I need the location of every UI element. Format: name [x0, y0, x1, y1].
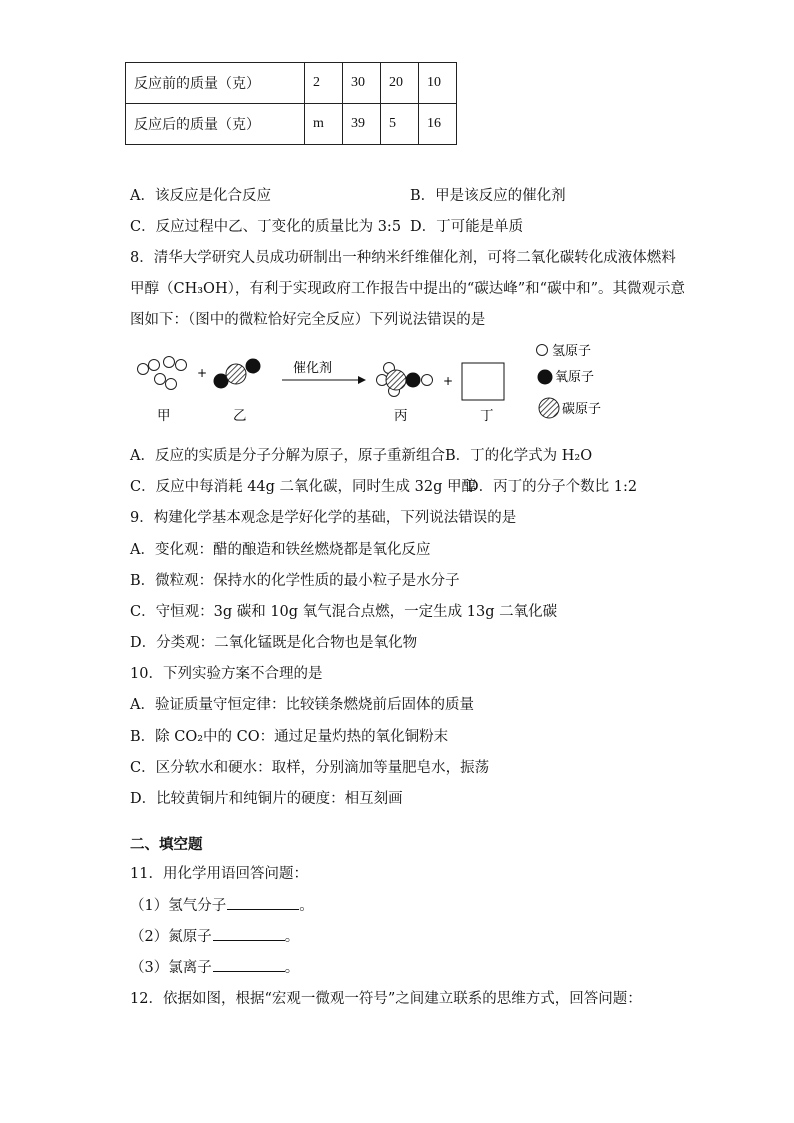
q10-option-c: C．区分软水和硬水：取样，分别滴加等量肥皂水，振荡: [130, 760, 490, 776]
period: 。: [284, 929, 300, 945]
q8-stem-line3: 图如下：（图中的微粒恰好完全反应）下列说法错误的是: [130, 312, 486, 328]
reactant-jia-molecules: [138, 357, 187, 390]
q11-item-3-text: （3）氯离子: [130, 960, 212, 976]
q8-option-a: A．反应的实质是分子分解为原子，原子重新组合: [130, 448, 445, 464]
period: 。: [284, 960, 300, 976]
table-cell: 20: [381, 63, 419, 104]
answer-blank[interactable]: [213, 926, 285, 941]
q10-option-b: B．除 CO₂中的 CO：通过足量灼热的氧化铜粉末: [130, 729, 449, 745]
label-ding: 丁: [480, 408, 494, 424]
table-cell: 2: [305, 63, 343, 104]
catalyst-label: 催化剂: [293, 361, 333, 376]
q11-item-2: [130, 925, 299, 946]
answer-blank[interactable]: [227, 895, 299, 910]
q11-item-1: [130, 894, 314, 915]
q7-option-b: B．甲是该反应的催化剂: [410, 188, 566, 204]
product-ding-box: [462, 363, 504, 400]
q10-option-d: D．比较黄铜片和纯铜片的硬度：相互刻画: [130, 791, 403, 807]
q9-option-d: D．分类观：二氧化锰既是化合物也是氧化物: [130, 635, 418, 651]
period: 。: [299, 898, 314, 914]
table-cell: 10: [419, 63, 457, 104]
table-cell-label: 反应前的质量（克）: [126, 63, 305, 104]
section-title: 二、填空题: [130, 837, 203, 853]
product-bing-molecule: [377, 363, 433, 397]
q11-item-2-text: （2）氮原子: [130, 929, 212, 945]
label-yi: 乙: [233, 408, 247, 424]
table-cell: 39: [343, 104, 381, 145]
q8-option-b: B．丁的化学式为 H₂O: [445, 448, 593, 464]
q11-item-1-text: （1）氢气分子: [130, 898, 227, 914]
q8-stem-line2: 甲醇（CH₃OH），有利于实现政府工作报告中提出的“碳达峰”和“碳中和”。其微观示意: [130, 281, 685, 297]
q7-option-d: D．丁可能是单质: [410, 219, 524, 235]
q8-option-c: C．反应中每消耗 44g 二氧化碳，同时生成 32g 甲醇: [130, 479, 476, 495]
q9-option-b: B．微粒观：保持水的化学性质的最小粒子是水分子: [130, 573, 460, 589]
q10-stem: 10．下列实验方案不合理的是: [130, 666, 323, 682]
table-row: [126, 104, 457, 145]
q8-stem-line1: 8．清华大学研究人员成功研制出一种纳米纤维催化剂，可将二氧化碳转化成液体燃料: [130, 250, 676, 266]
q7-option-a: A．该反应是化合反应: [130, 188, 271, 204]
hydrogen-atom-icon: [537, 345, 548, 356]
oxygen-atom-icon: [538, 370, 553, 385]
carbon-atom-icon: [539, 398, 559, 418]
answer-blank[interactable]: [213, 957, 285, 972]
table-cell: m: [305, 104, 343, 145]
label-jia: 甲: [157, 408, 171, 424]
reactant-yi-molecule: [214, 359, 261, 389]
table-cell: 30: [343, 63, 381, 104]
q9-stem: 9．构建化学基本观念是学好化学的基础，下列说法错误的是: [130, 510, 517, 526]
q10-option-a: A．验证质量守恒定律：比较镁条燃烧前后固体的质量: [130, 697, 474, 713]
legend: [537, 344, 602, 418]
table-cell-label: 反应后的质量（克）: [126, 104, 305, 145]
table-cell: 16: [419, 104, 457, 145]
q11-stem: 11．用化学用语回答问题：: [130, 866, 308, 882]
legend-oxygen: 氧原子: [555, 370, 595, 385]
q12-stem: 12．依据如图，根据“宏观一微观一符号”之间建立联系的思维方式，回答问题：: [130, 991, 642, 1007]
legend-carbon: 碳原子: [562, 402, 602, 417]
plus-sign: +: [443, 374, 454, 388]
table-cell: 5: [381, 104, 419, 145]
plus-sign: +: [197, 366, 208, 380]
mass-table: [125, 62, 457, 145]
q9-option-c: C．守恒观：3g 碳和 10g 氧气混合点燃，一定生成 13g 二氧化碳: [130, 604, 558, 620]
q7-option-c: C．反应过程中乙、丁变化的质量比为 3:5: [130, 219, 402, 235]
legend-hydrogen: 氢原子: [552, 344, 592, 359]
reaction-arrow: [282, 376, 366, 384]
reaction-diagram: [130, 336, 630, 428]
q9-option-a: A．变化观：醋的酿造和铁丝燃烧都是氧化反应: [130, 542, 431, 558]
label-bing: 丙: [394, 408, 408, 424]
q11-item-3: [130, 956, 299, 977]
q8-option-d: D．丙丁的分子个数比 1:2: [467, 479, 638, 495]
table-row: [126, 63, 457, 104]
